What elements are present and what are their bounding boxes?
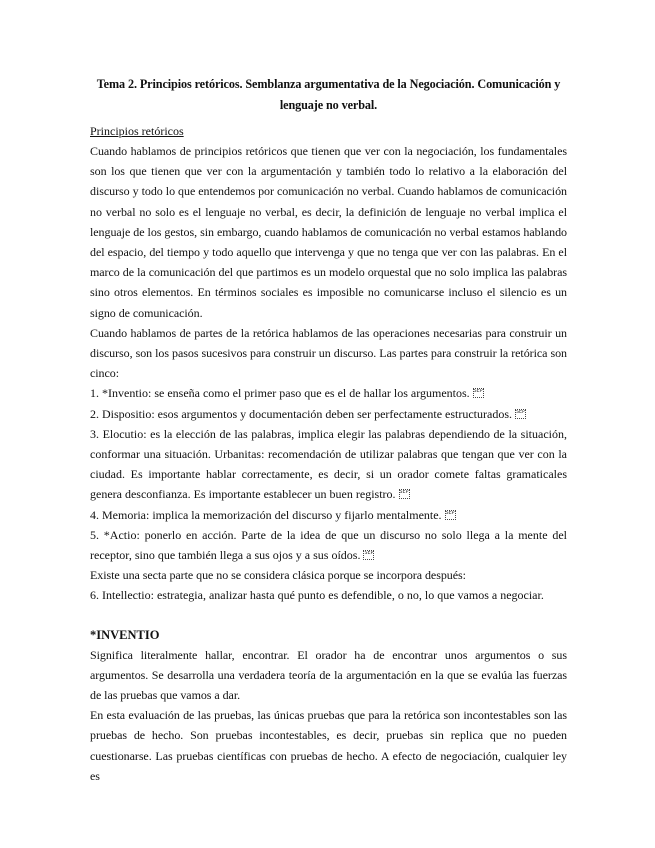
list-item-dispositio [90, 404, 567, 424]
paragraph-inventio-definition: Significa literalmente hallar, encontrar. El orador ha de encontrar unos argumentos o sus argumentos. Se desarrolla una verdadera teoría de la argumentación en la que se evalúa las fuerzas de las pruebas que vamos a dar. [90, 647, 567, 703]
list-item-text: 3. Elocutio: es la elección de las palabras, implica elegir las palabras dependiendo de la situación, conformar una situación. Urbanitas: recomendación de utilizar palabras que tengan que ver con la ciudad. Es importante hablar correctamente, es decir, si un orador comete faltas gramaticales genera desconfianza. Es importante establecer un buen registro. [90, 426, 567, 502]
title-line-2: lenguaje no verbal. [279, 98, 378, 112]
sep-glyph-icon: SEP [473, 388, 484, 398]
list-item-actio [90, 525, 567, 565]
list-item-intellectio: 6. Intellectio: estrategia, analizar hasta qué punto es defendible, o no, lo que vamos a negociar. [90, 588, 544, 603]
paragraph-parts: Cuando hablamos de partes de la retórica hablamos de las operaciones necesarias para construir un discurso, son los pasos sucesivos para construir un discurso. Las partes para construir la retórica son cinco: [90, 325, 567, 381]
sep-glyph-icon: SEP [515, 409, 526, 419]
sep-glyph-icon: SEP [363, 550, 374, 560]
section-subtitle: Principios retóricos [90, 124, 184, 138]
title-line-1: Tema 2. Principios retóricos. Semblanza argumentativa de la Negociación. Comunicación y [96, 77, 561, 91]
list-item-memoria [90, 505, 567, 525]
list-item-elocutio [90, 424, 567, 505]
paragraph-intro: Cuando hablamos de principios retóricos que tienen que ver con la negociación, los fundamentales son los que tienen que ver con la argumentación y también todo lo relativo a la elaboración del discurso y todo lo que entendemos por comunicación no verbal. Cuando hablamos de comunicación no verbal no solo es el lenguaje no verbal, es decir, la definición de lenguaje no verbal implica el lenguaje de los gestos, sin embargo, cuando hablamos de comunicación no verbal estamos hablando del espacio, del tiempo y todo aquello que intervenga y que no tenga que ver con las palabras. En el marco de la comunicación del que partimos es un modelo orquestal que no solo implica las palabras sino otros elementos. En términos sociales es imposible no comunicarse incluso el silencio es un signo de comunicación. [90, 144, 567, 320]
list-item-inventio [90, 383, 567, 403]
list-item-text: 1. *Inventio: se enseña como el primer paso que es el de hallar los argumentos. [90, 386, 470, 401]
list-item-text: 4. Memoria: implica la memorización del discurso y fijarlo mentalmente. [90, 507, 442, 522]
list-item-text: 5. *Actio: ponerlo en acción. Parte de la idea de que un discurso no solo llega a la mente del receptor, sino que también llega a sus ojos y a sus oídos. [90, 527, 567, 563]
paragraph-evaluation: En esta evaluación de las pruebas, las únicas pruebas que para la retórica son incontestables son las pruebas de hecho. Son pruebas incontestables, es decir, pruebas sin replica que no pueden cuestionarse. Las pruebas científicas con pruebas de hecho. A efecto de negociación, cualquier ley es [90, 708, 567, 783]
list-item-text: 2. Dispositio: esos argumentos y documentación deben ser perfectamente estructurados. [90, 406, 512, 421]
sep-glyph-icon: SEP [399, 489, 410, 499]
sep-glyph-icon: SEP [445, 510, 456, 520]
document-title [90, 74, 567, 116]
heading-inventio: *INVENTIO [90, 627, 160, 642]
paragraph-sixth-part: Existe una secta parte que no se considera clásica porque se incorpora después: [90, 568, 466, 583]
